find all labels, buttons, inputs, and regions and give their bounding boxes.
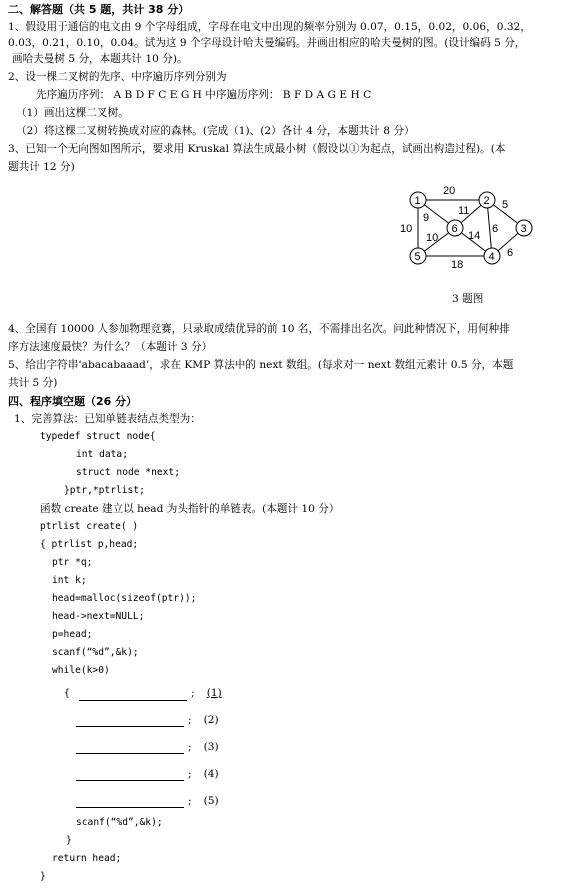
q2-sub1: （1）画出这棵二叉树。 [16, 107, 129, 119]
blank-sep-1: ; [191, 687, 195, 699]
q1-line2: 0.03，0.21，0.10，0.04。试为这 9 个字母设计哈夫曼编码。并画出相应的哈夫曼树的图。(设计编码 5 分， [8, 37, 526, 49]
code-return: return head; [52, 853, 122, 864]
code-while-close: } [66, 835, 72, 846]
undirected-graph-figure [395, 180, 545, 275]
blank-num-3: (3) [203, 741, 219, 753]
figure-caption: 3 题图 [452, 293, 484, 305]
blank-2[interactable] [76, 715, 184, 727]
weight-1-5: 10 [400, 223, 413, 235]
q4-line2: 序方法速度最快？为什么？（本题计 3 分） [8, 341, 213, 353]
q2-line1: 2、设一棵二叉树的先序、中序遍历序列分别为 [8, 71, 227, 83]
q4-line1: 4、全国有 10000 人参加物理竞赛，只录取成绩优异的前 10 名，不需排出名次。问此种情况下，用何种排 [8, 323, 510, 335]
blank-num-2: (2) [203, 714, 219, 726]
q5-line1: 5、给出字符串‘abacabaaad’，求在 KMP 算法中的 next 数组。(每求对一 next 数组元素计 0.5 分，本题 [8, 359, 514, 371]
blank-num-5: (5) [203, 795, 219, 807]
code-next: struct node *next; [76, 467, 180, 478]
code-decl-k: int k; [52, 575, 87, 586]
node-1 [410, 192, 426, 208]
code-while: while(k>0) [52, 665, 110, 676]
code-scanf: scanf(“%d”,&k); [52, 647, 139, 658]
s4-q1-desc: 函数 create 建立以 head 为头指针的单链表。(本题计 10 分） [40, 503, 340, 515]
blank-row-4 [76, 767, 219, 781]
weight-6-4: 14 [468, 230, 481, 242]
blank-num-1: (1) [206, 687, 222, 699]
code-head-next: head->next=NULL; [52, 611, 145, 622]
q2-sub2: （2）将这棵二叉树转换成对应的森林。(完成（1)、(2）各计 4 分，本题共计 8 分） [16, 125, 415, 137]
weight-2-3: 5 [502, 199, 509, 211]
code-p-head: p=head; [52, 629, 93, 640]
section-4-title: 四、程序填空题（26 分） [8, 395, 138, 408]
node-2 [479, 192, 495, 208]
svg-text:3: 3 [520, 223, 527, 235]
code-decl-q: ptr *q; [52, 557, 93, 568]
code-create-sig: ptrlist create( ) [40, 521, 139, 532]
blank-3[interactable] [76, 742, 184, 754]
q1-line1: 1、假设用于通信的电文由 9 个字母组成，字母在电文中出现的频率分别为 0.07，0.15，0.02，0.06，0.32， [8, 21, 531, 33]
q1-line3: 画哈夫曼树 5 分，本题共计 10 分)。 [12, 53, 188, 65]
weight-2-4: 6 [492, 223, 499, 235]
code-int-data: int data; [76, 449, 128, 460]
weight-1-2: 20 [443, 185, 456, 197]
svg-text:2: 2 [483, 195, 490, 207]
blank-1[interactable] [79, 689, 187, 701]
q2-sequences: 先序遍历序列： A B D F C E G H 中序遍历序列： B F D A G E H C [36, 89, 372, 101]
code-typedef: typedef struct node{ [40, 431, 156, 442]
blank-row-3 [76, 740, 219, 754]
blank-5[interactable] [76, 796, 184, 808]
code-decl-p-head: { ptrlist p,head; [40, 539, 139, 550]
weight-5-4: 18 [451, 259, 464, 271]
code-scanf-loop: scanf(“%d”,&k); [76, 817, 163, 828]
node-3 [516, 220, 532, 236]
node-4 [484, 248, 500, 264]
node-6 [447, 220, 463, 236]
svg-text:6: 6 [451, 223, 458, 235]
section-2-title: 二、解答题（共 5 题，共计 38 分） [8, 3, 190, 16]
blank-sep-5: ; [188, 795, 192, 807]
code-func-close: } [40, 871, 46, 882]
code-malloc: head=malloc(sizeof(ptr)); [52, 593, 197, 604]
node-5 [410, 248, 426, 264]
blank-row-5 [76, 794, 219, 808]
code-typedef-close: }ptr,*ptrlist; [64, 485, 145, 496]
q3-line1: 3、已知一个无向图如图所示，要求用 Kruskal 算法生成最小树（假设以①为起点，试画出构造过程)。(本 [8, 143, 506, 155]
q3-line2: 题共计 12 分) [8, 161, 75, 173]
blank-4[interactable] [76, 769, 184, 781]
blank-num-4: (4) [203, 768, 219, 780]
weight-3-4: 6 [507, 247, 514, 259]
blank-row-1 [64, 686, 222, 701]
q5-line2: 共计 5 分) [8, 377, 58, 389]
svg-text:5: 5 [414, 251, 421, 263]
s4-q1-line1: 1、完善算法：已知单链表结点类型为： [14, 413, 201, 425]
blank-sep-2: ; [188, 714, 192, 726]
weight-2-6: 11 [458, 205, 470, 217]
svg-text:1: 1 [414, 195, 421, 207]
weight-1-6: 9 [423, 212, 430, 224]
svg-text:4: 4 [488, 251, 495, 263]
weight-5-6: 10 [426, 232, 439, 244]
blank-sep-4: ; [188, 768, 192, 780]
blank-sep-3: ; [188, 741, 192, 753]
blank-row-2 [76, 713, 219, 727]
code-open-brace: { [64, 688, 70, 699]
